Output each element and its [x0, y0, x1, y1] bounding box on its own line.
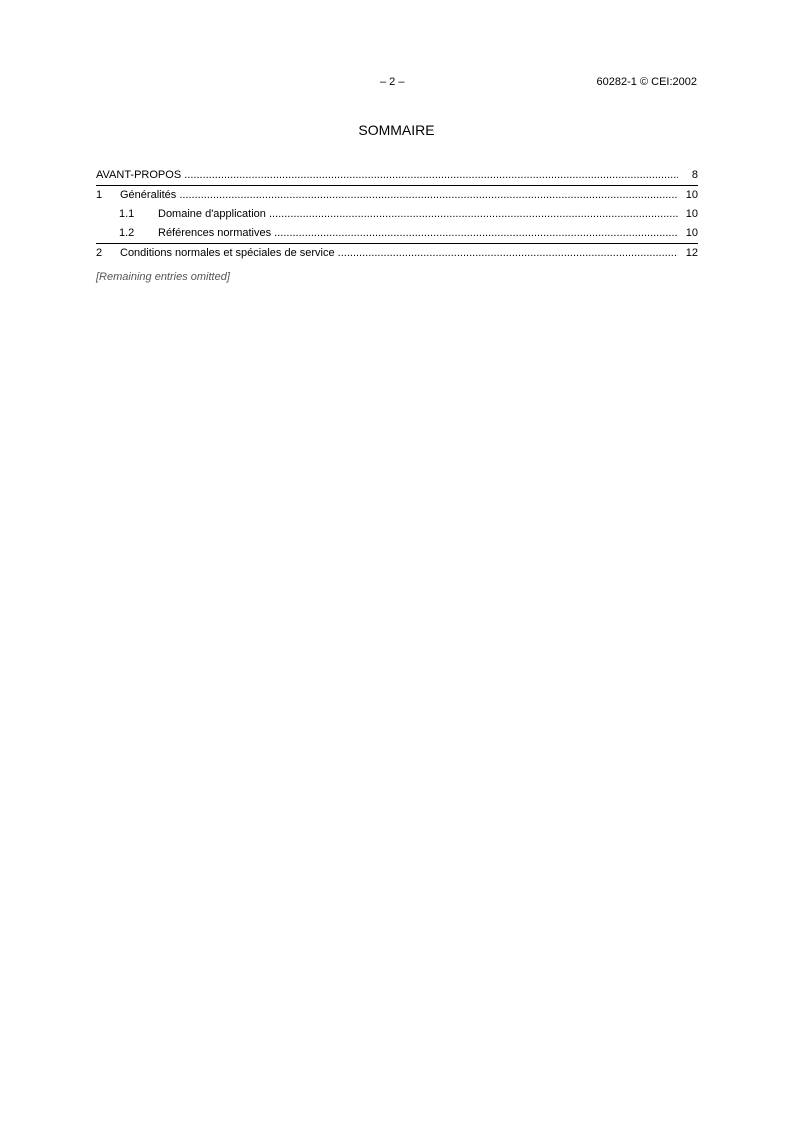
document-reference: 60282-1 © CEI:2002 [596, 76, 697, 88]
table-of-contents [96, 166, 698, 283]
toc-page: 10 [685, 189, 698, 201]
toc-number: 1.1 [119, 208, 135, 220]
toc-title: Références normatives ..... [158, 224, 678, 243]
toc-entry[interactable] [96, 166, 698, 185]
toc-number: 1.2 [119, 227, 135, 239]
toc-title: Généralités ..... [120, 186, 678, 205]
toc-page: 12 [685, 247, 698, 259]
toc-entry[interactable] [96, 224, 698, 243]
toc-entry[interactable] [96, 185, 698, 205]
toc-page: 10 [685, 208, 698, 220]
toc-entry[interactable] [96, 205, 698, 224]
toc-number: 1 [96, 189, 103, 201]
toc-entry[interactable] [96, 243, 698, 263]
page-number: – 2 – [380, 76, 405, 88]
toc-page: 10 [685, 227, 698, 239]
omission-note: [Remaining entries omitted] [96, 271, 230, 283]
toc-title: Conditions normales et spéciales de service ..... [120, 244, 678, 263]
toc-page: 8 [691, 169, 698, 181]
toc-title: AVANT-PROPOS ..... [96, 166, 678, 185]
page-title: SOMMAIRE [358, 122, 435, 138]
toc-number: 2 [96, 247, 103, 259]
toc-title: Domaine d'application ..... [158, 205, 678, 224]
